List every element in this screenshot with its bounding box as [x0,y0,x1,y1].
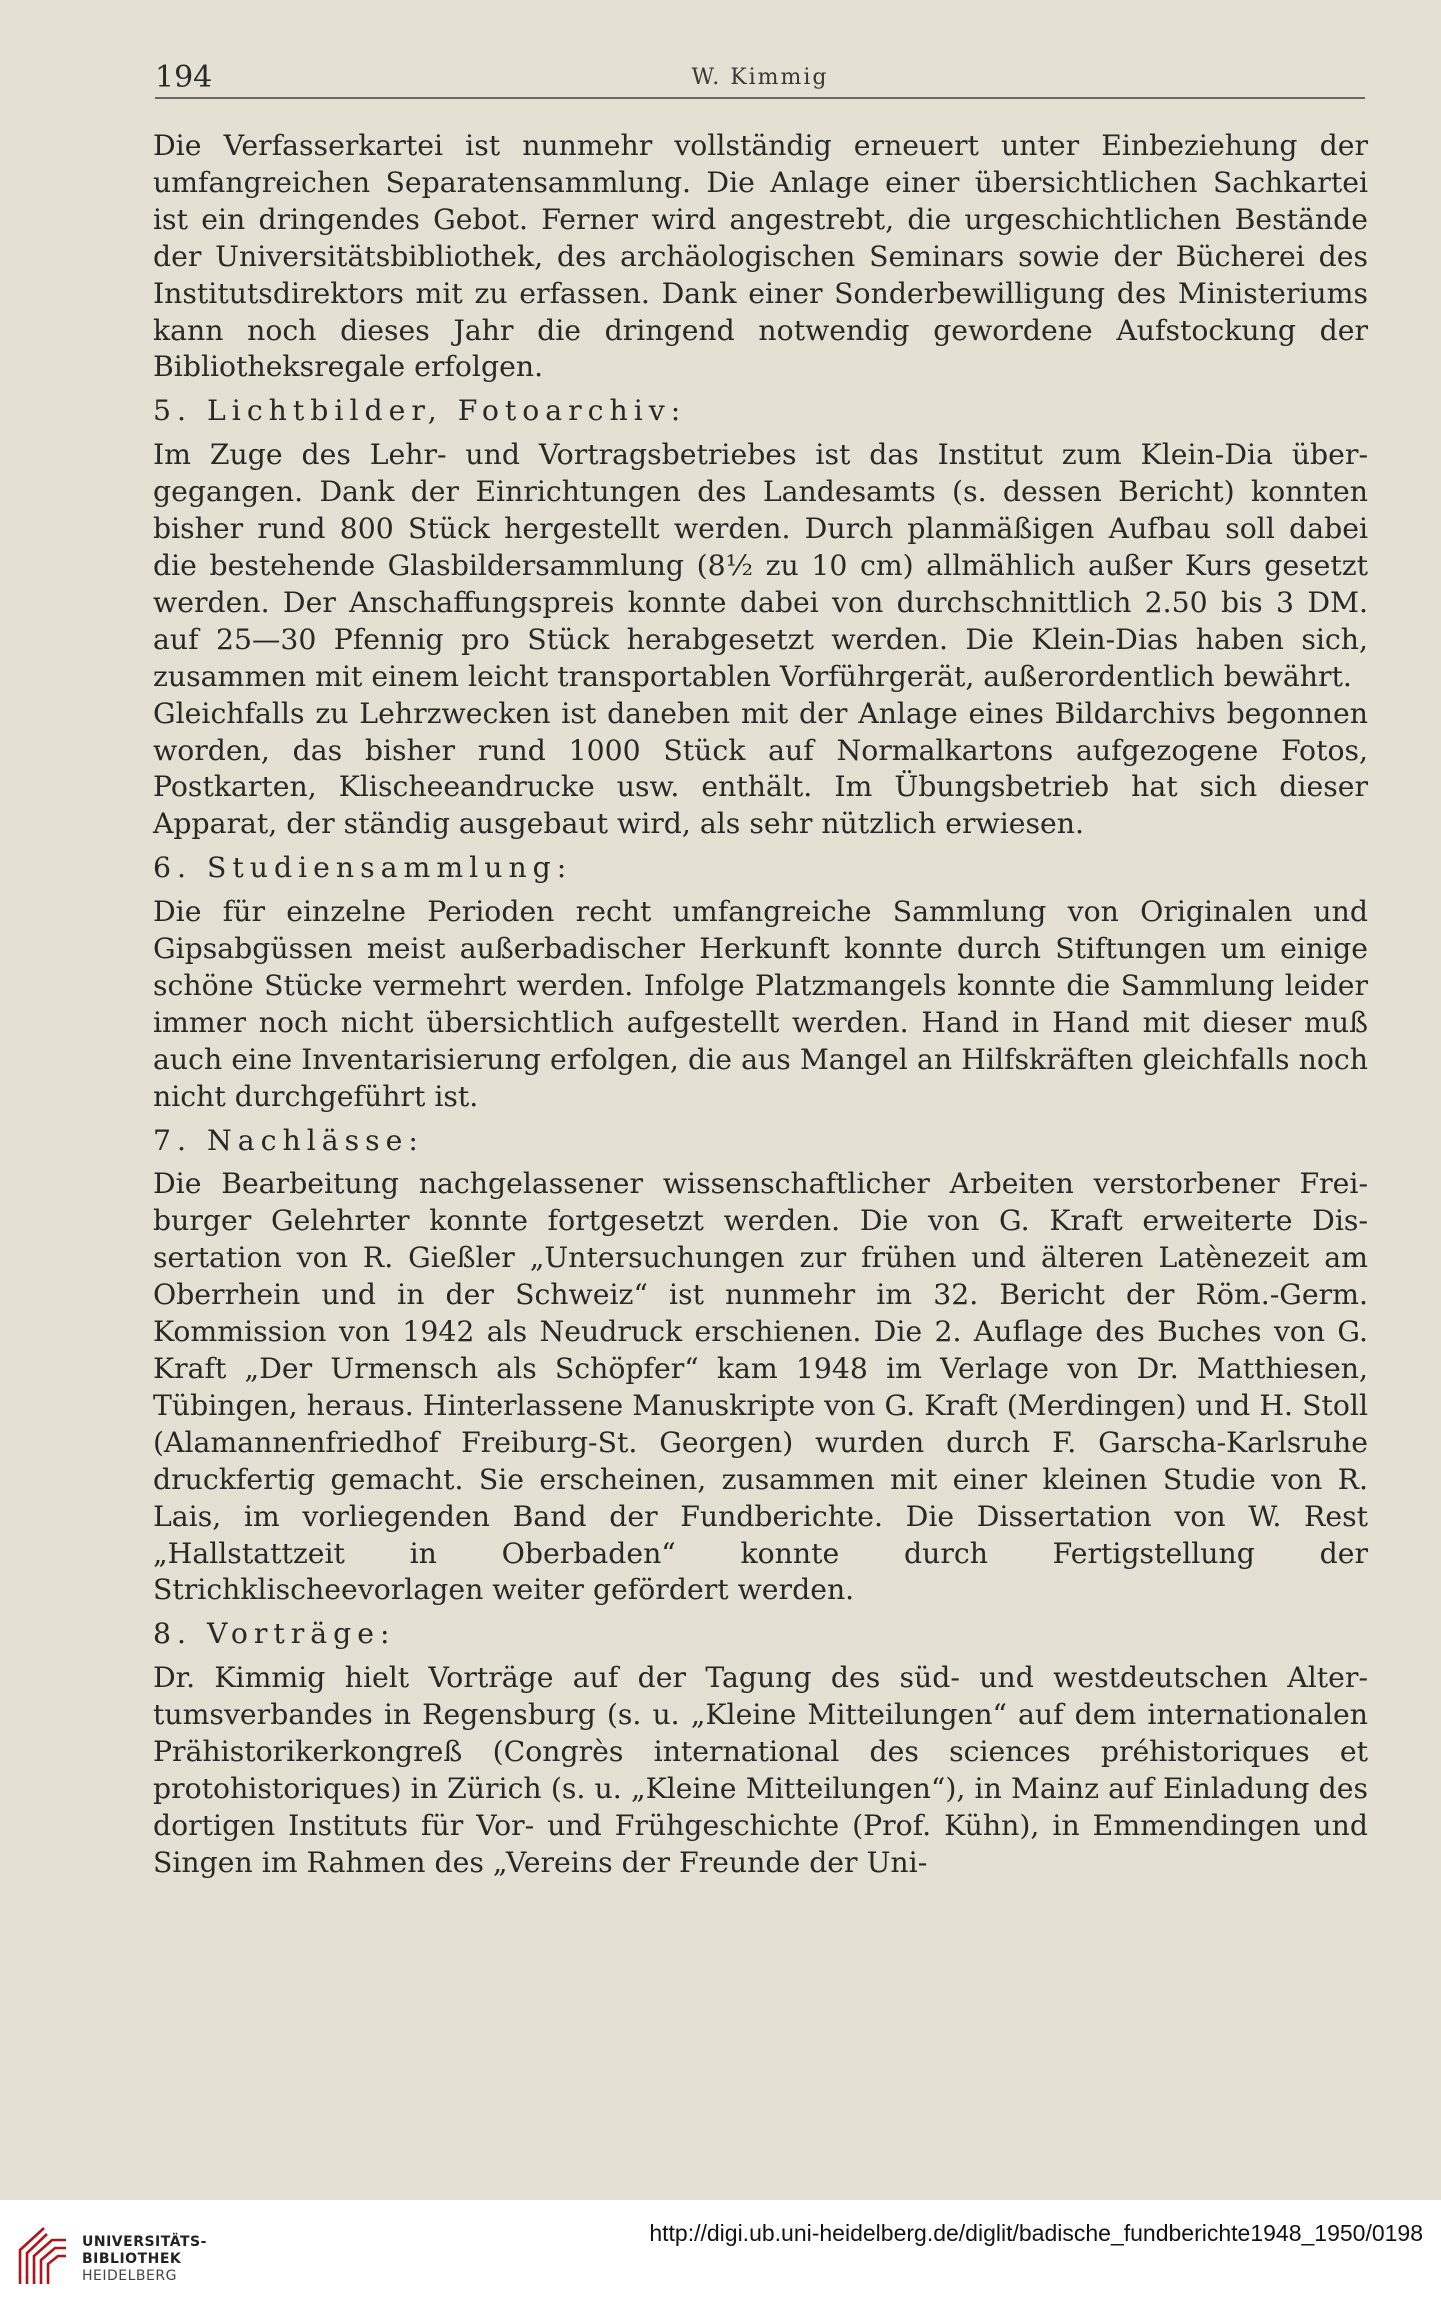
paragraph-5b: Gleichfalls zu Lehrzwecken ist daneben mit der Anlage eines Bildarchivs begonnen worden, das bisher rund 1000 Stück auf Normalkartons aufgezogene Fotos, Postkarten, Klischeeandrucke usw. enthält. Im Übungsbetrieb hat sich dieser Apparat, der ständig ausgebaut wird, als sehr nützlich erwiesen. [153,696,1368,841]
header-rule [155,97,1365,99]
paragraph-7: Die Bearbeitung nachgelassener wissenschaftlicher Arbeiten verstorbener Freiburger Gelehrter konnte fortgesetzt werden. Die von G. Kraft erweiterte Dissertation von R. Gießler „Untersuchungen zur frühen und älteren Latènezeit am Oberrhein und in der Schweiz“ ist nunmehr im 32. Bericht der Röm.-Germ. Kommission von 1942 als Neudruck erschienen. Die 2. Auflage des Buches von G. Kraft „Der Urmensch als Schöpfer“ kam 1948 im Verlage von Dr. Matthiesen, Tübingen, heraus. Hinterlassene Manuskripte von G. Kraft (Merdingen) und H. Stoll (Alamannenfriedhof Freiburg-St. Georgen) wurden durch F. Garscha-Karlsruhe druckfertig gemacht. Sie erscheinen, zusammen mit einer kleinen Studie von R. Lais, im vorliegenden Band der Fundberichte. Die Dissertation von W. Rest „Hallstattzeit in Oberbaden“ konnte durch Fertigstellung der Strichklischeevorlagen weiter gefördert werden. [153,1167,1368,1607]
footer-bar [0,2200,1441,2311]
section-heading-8: 8. Vorträge: [153,1617,396,1651]
paragraph-intro: Die Verfasserkartei ist nunmehr vollständig erneuert unter Einbeziehung der umfangreichen Separatensammlung. Die Anlage einer übersichtlichen Sachkartei ist ein dringendes Gebot. Ferner wird angestrebt, die urgeschichtlichen Bestände der Universitätsbibliothek, des archäologischen Seminars sowie der Bücherei des Institutsdirektors mit zu erfassen. Dank einer Sonderbewilligung des Ministeriums kann noch dieses Jahr die dringend notwendig gewordene Aufstockung der Bibliotheksregale erfolgen. [153,129,1368,384]
paragraph-5a: Im Zuge des Lehr- und Vortragsbetriebes ist das Institut zum Klein-Dia übergegangen. Dank der Einrichtungen des Landesamts (s. dessen Bericht) konnten bisher rund 800 Stück hergestellt werden. Durch planmäßigen Aufbau soll dabei die bestehende Glasbildersammlung (8½ zu 10 cm) allmählich außer Kurs gesetzt werden. Der Anschaffungspreis konnte dabei von durchschnittlich 2.50 bis 3 DM. auf 25—30 Pfennig pro Stück herabgesetzt werden. Die Klein-Dias haben sich, zusammen mit einem leicht transportablen Vorführgerät, außerordentlich bewährt. [153,438,1368,693]
section-heading-7: 7. Nachlässe: [153,1123,424,1157]
section-heading-6: 6. Studiensammlung: [153,851,573,885]
running-head: W. Kimmig [691,65,829,90]
library-name-line1: UNIVERSITÄTS- [82,2234,207,2250]
page-header [155,60,1365,100]
library-logo-icon [14,2220,74,2290]
source-url-link[interactable]: http://digi.ub.uni-heidelberg.de/diglit/badische_fundberichte1948_1950/0198 [649,2220,1423,2246]
library-name-line2: BIBLIOTHEK [82,2251,182,2267]
page-number: 194 [155,60,213,95]
library-name-line3: HEIDELBERG [82,2268,177,2284]
section-heading-5: 5. Lichtbilder, Fotoarchiv: [153,394,687,428]
body-text [153,128,1368,1882]
paragraph-6: Die für einzelne Perioden recht umfangreiche Sammlung von Originalen und Gipsabgüssen meist außerbadischer Herkunft konnte durch Stiftungen um einige schöne Stücke vermehrt werden. Infolge Platzmangels konnte die Sammlung leider immer noch nicht übersichtlich aufgestellt werden. Hand in Hand mit dieser muß auch eine Inventarisierung erfolgen, die aus Mangel an Hilfskräften gleichfalls noch nicht durchgeführt ist. [153,895,1368,1113]
library-name [82,2234,207,2285]
paragraph-8: Dr. Kimmig hielt Vorträge auf der Tagung des süd- und westdeutschen Altertumsverbandes in Regensburg (s. u. „Kleine Mitteilungen“ auf dem internationalen Prähistorikerkongreß (Congrès international des sciences préhistoriques et protohistoriques) in Zürich (s. u. „Kleine Mitteilungen“), in Mainz auf Einladung des dortigen Instituts für Vor- und Frühgeschichte (Prof. Kühn), in Emmendingen und Singen im Rahmen des „Vereins der Freunde der Uni- [153,1661,1368,1879]
